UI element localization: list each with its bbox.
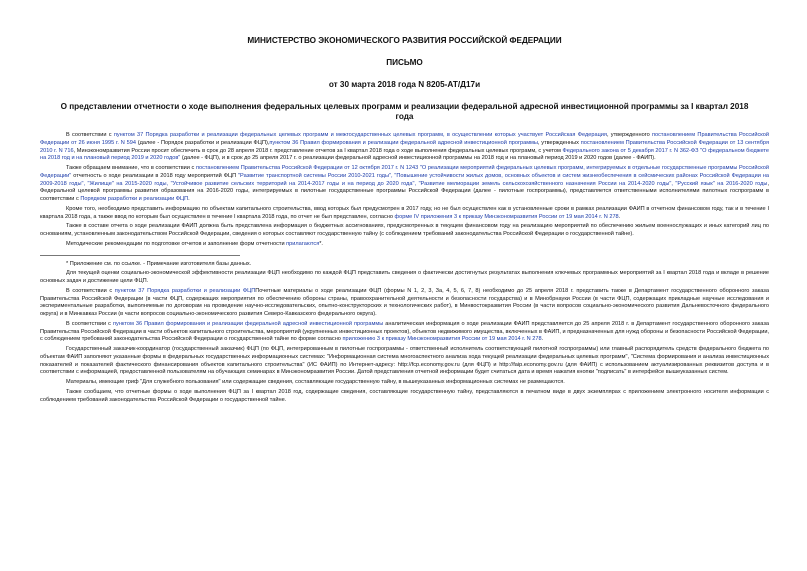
document-type: ПИСЬМО bbox=[386, 58, 423, 67]
document-date-number: от 30 марта 2018 года N 8205-АТ/Д17и bbox=[328, 80, 481, 89]
text: В соответствии с bbox=[66, 132, 114, 138]
ministry-title: МИНИСТЕРСТВО ЭКОНОМИЧЕСКОГО РАЗВИТИЯ РОССИЙСКОЙ ФЕДЕРАЦИИ bbox=[247, 36, 562, 45]
text: , утвержденных bbox=[537, 139, 581, 146]
link-appendix-3-order-278[interactable]: приложению 3 к приказу Минэкономразвития России от 19 мая 2014 г. N 278 bbox=[342, 336, 542, 343]
link-procedure-fcp-p37-2[interactable]: пунктом 37 Порядка разработки и реализации ФЦП bbox=[114, 287, 256, 294]
text: Почетные материалы о ходе реализации ФЦП (формы N 1, 2, 3, За, 4, 5, 6, 7, 8) необходимо до 25 апреля 2018 г. представить также в Департамент государственного оборонного заказа Правительства Российской Федерации (в части ФЦП, содержащих мероприятия по обеспечению обороны страны, правоохранительной деятельности и безопасности государства) и в Минобрнауки России (в части ФЦП, содержащих прикладные научные исследования и экспериментальные разработки, выполняемые по договорам на проведение научно-исследовательских, опытно-конструкторских и технологических работ), в Минвостокразвития России (в части вопросов социально-экономического развития Дальневосточного федерального округа) и в Минкавказ России (в части вопросов социально-экономического развития Северо-Кавказского федерального округа). bbox=[40, 287, 769, 317]
link-fcp-list[interactable]: "Развитие транспортной системы России 2010-2021 годы", "Повышение устойчивости жилых домов, основных объектов и систем жизнеобеспечения в сейсмических районах Российской Федерации на 2009-2018 годы", "Жилище" на 2015-2020 годы, "Устойчивое развитие сельских территорий на 2014-2017 годы и на период до 2020 года", "Развитие мелиорации земель сельскохозяйственного назначения России на 2014-2020 годы", "Русский язык" на 2016-2020 годы bbox=[40, 172, 769, 187]
text: . bbox=[188, 196, 190, 202]
paragraph-11: Также сообщаем, что отчетные формы о ходе выполнения ФЦП за I квартал 2018 год, содержащие сведения, составляющие государственную тайну, представляются в печатном виде в двух экземплярах с приложением электронного носителя информации с соблюдением требований законодательства Российской Федерации о государственной тайне. bbox=[40, 388, 769, 403]
paragraph-7 bbox=[40, 288, 769, 319]
link-resolution-1243[interactable]: постановлением Правительства Российской Федерации от 12 октября 2017 г. N 1243 "О реализации мероприятий федеральных целевых программ, интегрируемых в отдельные государственные программы Российской Федерации" bbox=[40, 165, 769, 179]
paragraph-1 bbox=[40, 132, 769, 163]
paragraph-10: Материалы, имеющие гриф "Для служебного пользования" или содержащие сведения, составляющие государственную тайну, в вышеуказанных информационных системах не размещаются. bbox=[66, 379, 565, 385]
text: аналитическая информация о ходе реализации ФАИП представляется до 25 апреля 2018 г. в Департамент государственного оборонного заказа Правительства Российской Федерации в части объектов капитального строительства, мероприятий (укрупненных инвестиционных проектов), объектов недвижимого имущества, включенных в ФАИП, и предназначенных для нужд обороны и безопасности Российской Федерации, с соблюдением требований законодательства Российской Федерации о государственной тайне по форме согласно bbox=[40, 320, 770, 343]
footnote-divider bbox=[40, 255, 240, 256]
text: отчетность о ходе реализации в 2018 году мероприятий ФЦП bbox=[71, 172, 239, 179]
link-attachments[interactable]: прилагаются bbox=[286, 240, 320, 247]
link-rules-faip-p36[interactable]: пунктом 36 Правил формирования и реализации федеральной адресной инвестиционной программы bbox=[269, 139, 538, 146]
paragraph-6: Для текущей оценки социально-экономической эффективности реализации ФЦП необходимо по каждой ФЦП представить сведения о фактически достигнутых результатах выполнения ключевых программных мероприятий за I квартал 2018 года и вкладе в решение основных задач и достижение цели ФЦП. bbox=[40, 270, 769, 284]
text: . bbox=[541, 336, 544, 343]
text: Также обращаем внимание, что в соответствии с bbox=[66, 165, 196, 171]
link-resolution-594[interactable]: постановлением Правительства Российской Федерации от 26 июня 1995 г. N 594 bbox=[40, 132, 770, 146]
link-procedure-fcp-p37[interactable]: пунктом 37 Порядка разработки и реализации федеральных целевых программ и межгосударственных целевых программ, в осуществлении которых участвует Российская Федерация bbox=[113, 132, 607, 138]
document-subject: О представлении отчетности о ходе выполнения федеральных целевых программ и реализации федеральной адресной инвестиционной программы за I квартал 2018 года bbox=[60, 102, 749, 121]
paragraph-4: Также в составе отчета о ходе реализации ФАИП должна быть представлена информация о бюджетных ассигнованиях, предусмотренных в текущем финансовом году на реализацию мероприятий по обеспечению жильем военнослужащих и иных категорий лиц по основаниям, установленным законодательством Российской Федерации, сведения о которых составляют государственную тайну (с соблюдением требований законодательства Российской Федерации о государственной тайне). bbox=[40, 223, 769, 237]
text: (далее - ФЦП), и в срок до 25 апреля 2017 г. о реализации федеральной адресной инвестиционной программы на 2018 год и на плановый период 2019 и 2020 годов (далее - ФАИП). bbox=[180, 155, 656, 162]
document-body bbox=[40, 132, 769, 404]
text: , Федеральной целевой программы развития образования на 2016-2020 годы, интегрируемых в пилотные государственные программы Российской Федерации (далее - пилотные госпрограммы), представляется ответственными исполнителями пилотных госпрограмм в соответствии с bbox=[40, 180, 769, 202]
text: . bbox=[618, 213, 621, 220]
link-federal-law-362[interactable]: Федерального закона от 5 декабря 2017 г. N 362-ФЗ "О федеральном бюджете на 2018 год и на плановый период 2019 и 2020 годов" bbox=[40, 147, 769, 162]
text: Кроме того, необходимо представить информацию по объектам капитального строительства, ввод которых был предусмотрен в 2017 году, но не был осуществлен как в установленные сроки в рамках реализации ФАИП в отчетном финансовом году, так и в течение I квартала 2018 года, а также ввод по которым был осуществлен в течение I квартала 2018 года, по отчет не был представлен, согласно bbox=[40, 205, 769, 220]
text: *. bbox=[319, 240, 323, 247]
link-resolution-716[interactable]: постановлением Правительства Российской Федерации от 13 сентября 2010 г. N 716 bbox=[40, 139, 769, 154]
paragraph-9: Государственный заказчик-координатор (государственный заказчик) ФЦП (по ФЦП, интегрированным в пилотные госпрограммы - ответственный исполнитель соответствующей пилотной госпрограммы) или главный распорядитель средств федерального бюджета по объектам ФАИП заполняют указанные формы в федеральных государственных информационных системах: "Информационная система многоаспектного анализа хода текущей реализации федеральных целевых программ", "Система формирования и анализа инвестиционных показателей и показателей фактического финансирования объектов капитального строительства" (ИС ФАИП) по Интернет-адресу: http://fcp.economy.gov.ru (для ФЦП) и http://faip.economy.gov.ru (для ФАИП) с использованием актуализированных реквизитов доступа и в соответствии с информацией, предоставленной пользователям на обучающих семинарах в Минэкономразвития России. Датой представления отчетной информации будет считаться дата и время нажатия кнопки "подписать" в интерфейсе вышеуказанных систем. bbox=[40, 346, 769, 376]
text: (далее - Порядок разработки и реализации ФЦП), bbox=[135, 139, 270, 146]
link-rules-faip-p36-2[interactable]: пунктом 36 Правил формирования и реализации федеральной адресной инвестиционной программы bbox=[113, 320, 384, 327]
paragraph-3 bbox=[40, 206, 769, 222]
paragraph-5 bbox=[40, 241, 769, 249]
text: , утвержденного bbox=[606, 132, 652, 138]
text: Методические рекомендации по подготовке отчетов и заполнение форм отчетности bbox=[66, 240, 287, 247]
paragraph-2 bbox=[40, 165, 769, 204]
link-form-iv-order-278[interactable]: форме IV приложения 3 к приказу Минэкономразвития России от 19 мая 2014 г. N 278 bbox=[394, 213, 619, 220]
footnote: * Приложение см. по ссылке. - Примечание изготовителя базы данных. bbox=[66, 260, 252, 267]
text: , Минэкономразвития России просит обеспечить в срок до 28 апреля 2018 г. представление отчетов за I квартал 2018 года о ходе выполнения федеральных целевых программ, с учетом bbox=[73, 147, 563, 154]
paragraph-8 bbox=[40, 321, 769, 344]
link-procedure-fcp[interactable]: Порядком разработки и реализации ФЦП bbox=[80, 196, 189, 202]
text: В соответствии с bbox=[66, 287, 115, 294]
text: В соответствии с bbox=[66, 320, 113, 327]
